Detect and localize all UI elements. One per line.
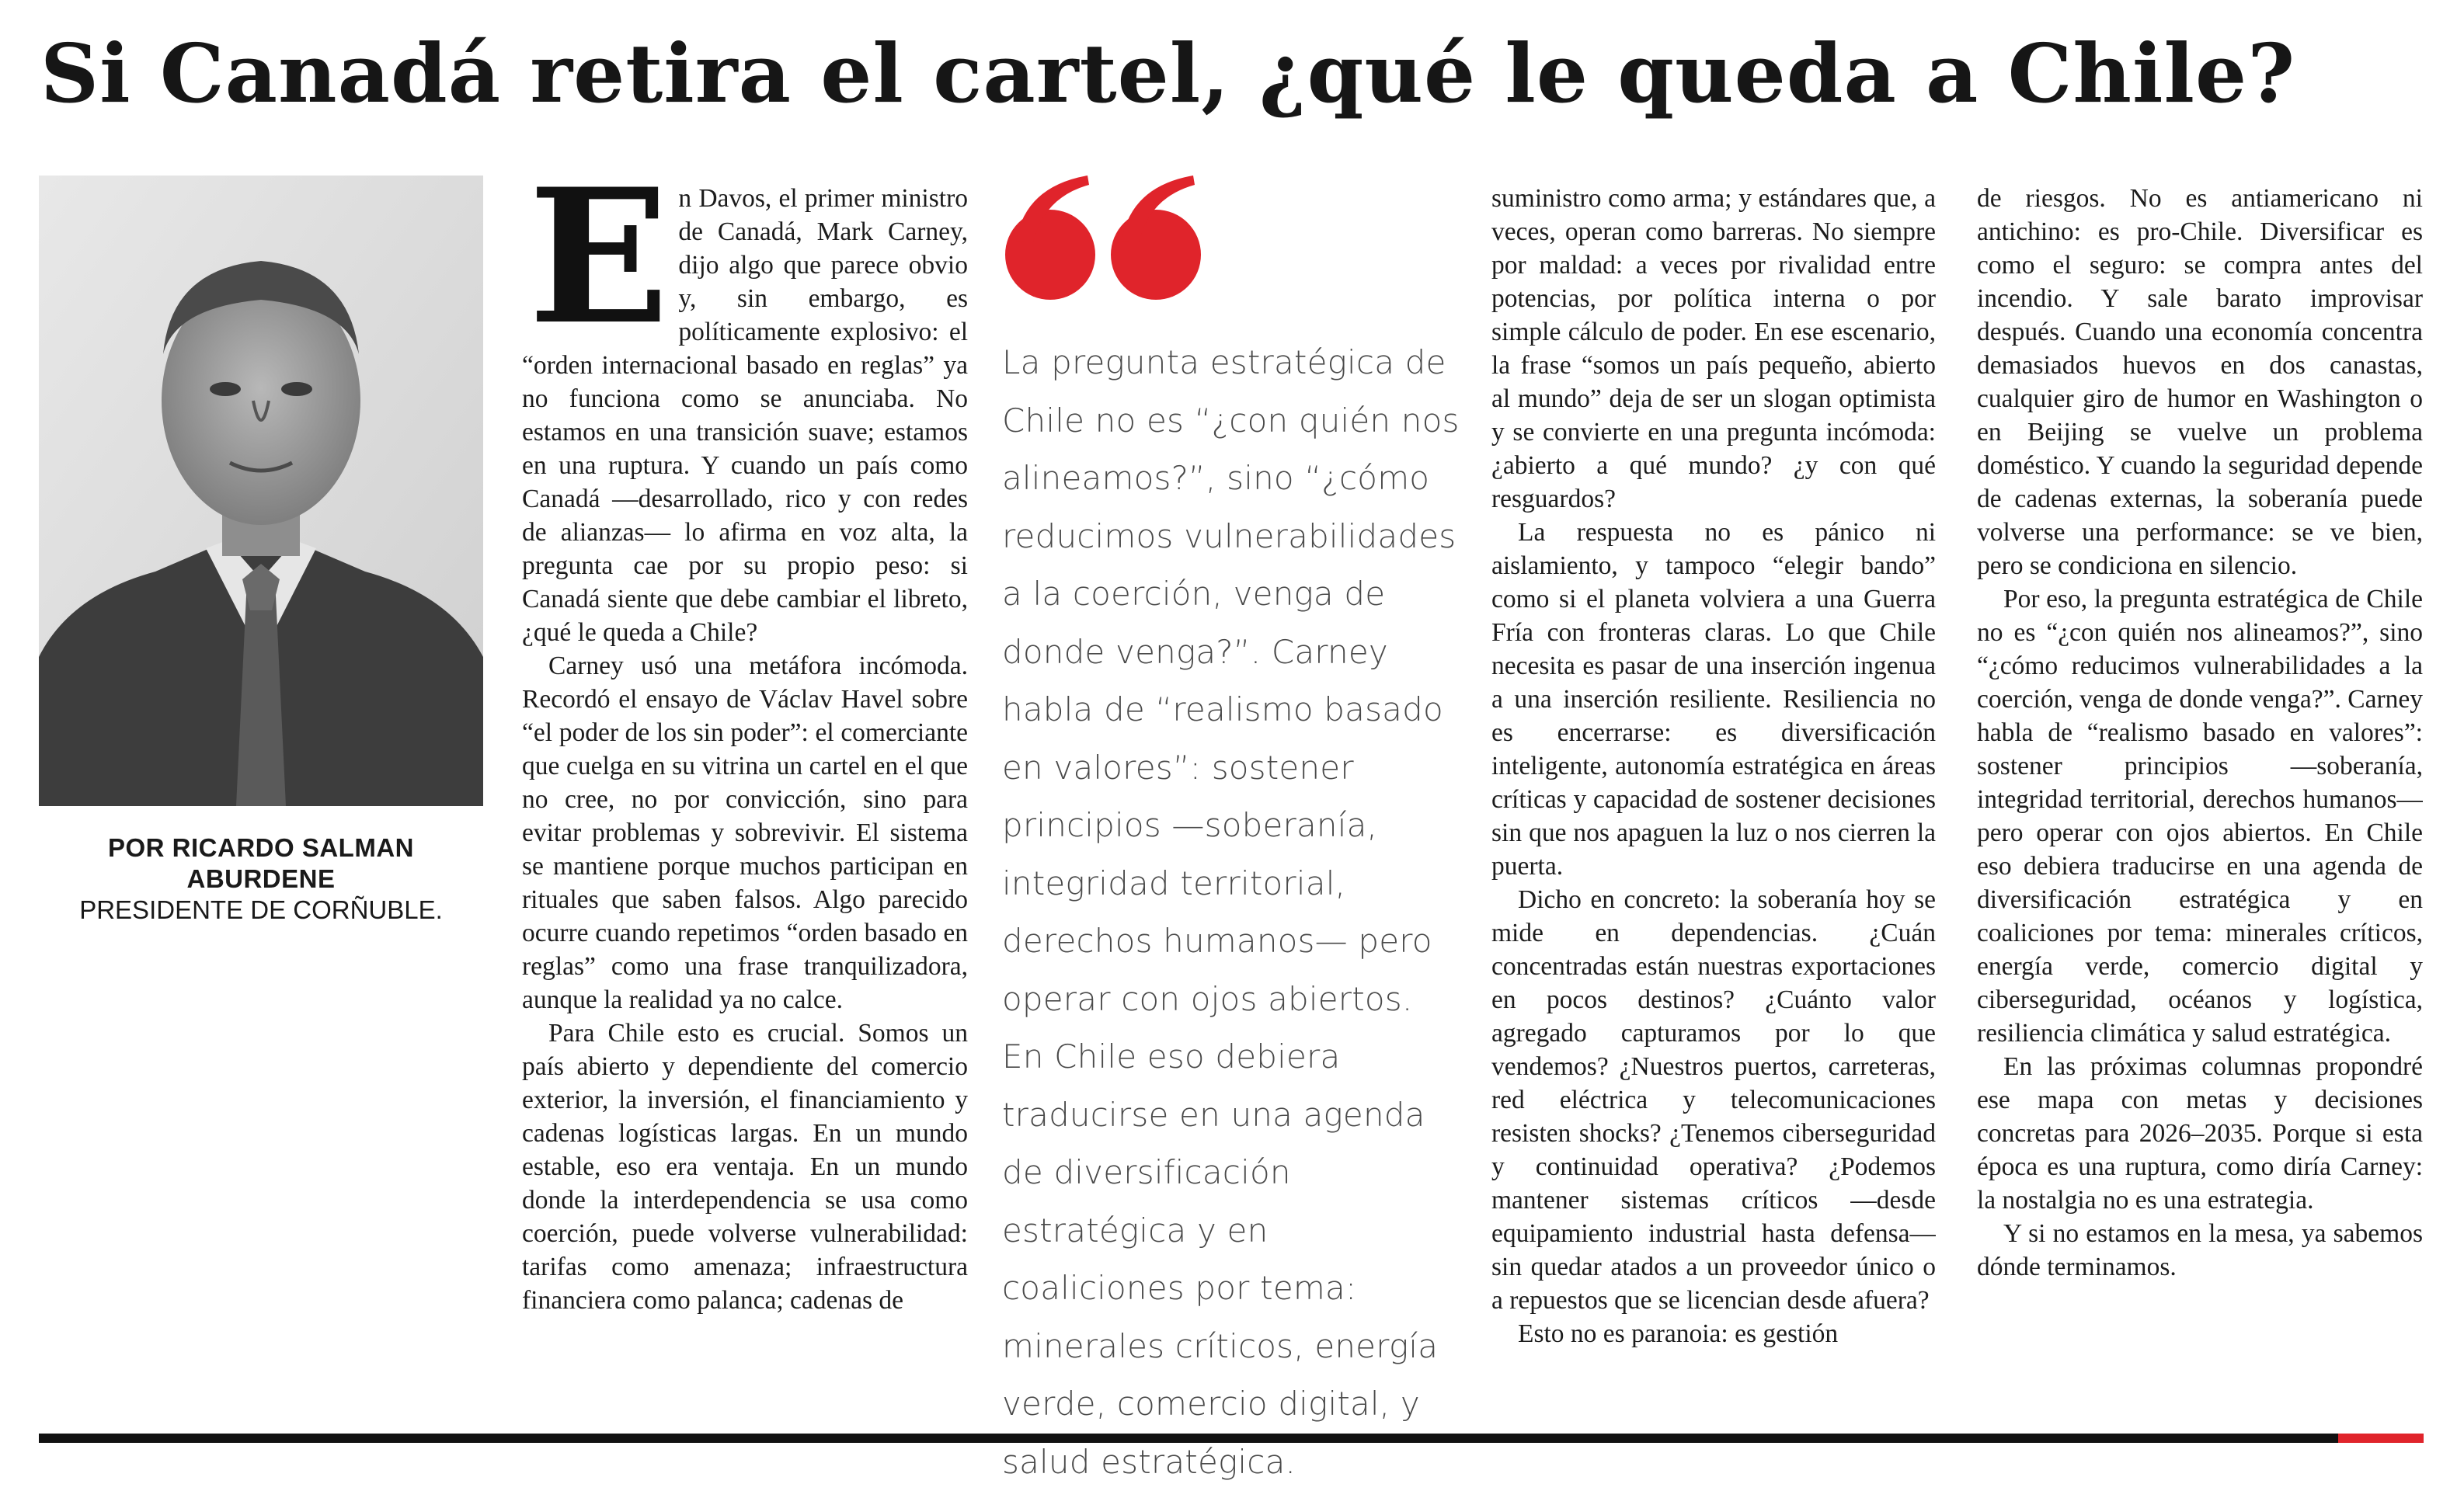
pull-quote-text: La pregunta estratégica de Chile no es “¿con quién nos alineamos?”, sino “¿cómo reducimos vulnerabilidades a la coerción, venga de donde venga?”. Carney habla de “realismo basado en valores”: sostener principios —soberanía, integridad territorial, derechos humanos— pero operar con ojos abiertos. En Chile eso debiera traducirse en una agenda de diversificación estratégica y en coaliciones por tema: minerales críticos, energía verde, comercio digital, y salud estratégica. — [1002, 343, 1460, 1481]
dropcap: E — [528, 182, 670, 366]
author-portrait-icon — [39, 176, 483, 806]
paragraph: suministro como arma; y estándares que, a veces, operan como barreras. No siempre por maldad: a veces por rivalidad entre potencias, por política interna o por simple cálculo de poder. En ese escenario, la frase “somos un país pequeño, abierto al mundo” deja de ser un slogan optimista y se convierte en una pregunta incómoda: ¿abierto a qué mundo? ¿y con qué resguardos? — [1491, 184, 1936, 513]
byline — [39, 832, 483, 926]
pull-quote — [1002, 171, 1460, 1481]
paragraph: En las próximas columnas propondré ese mapa con metas y decisiones concretas para 2026–2035. Porque si esta época es una ruptura, como diría Carney: la nostalgia no es una estrategia. — [1977, 1052, 2423, 1215]
paragraph: Por eso, la pregunta estratégica de Chile no es “¿con quién nos alineamos?”, sino “¿cómo reducimos vulnerabilidades a la coerción, venga de donde venga?”. Carney habla de “realismo basado en valores”: sostener principios —soberanía, integridad territorial, derechos humanos— pero operar con ojos abiertos. En Chile eso debiera traducirse en una agenda de diversificación estratégica y en coaliciones por tema: minerales críticos, energía verde, comercio digital y ciberseguridad, océanos y logística, resiliencia climática y salud estratégica. — [1977, 585, 2423, 1048]
article-column-3 — [1491, 182, 1936, 1416]
paragraph: Y si no estamos en la mesa, ya sabemos dónde terminamos. — [1977, 1219, 2423, 1281]
quote-mark-icon — [1002, 171, 1212, 303]
paragraph — [522, 182, 968, 649]
author-role: PRESIDENTE DE CORÑUBLE. — [79, 895, 443, 924]
article-column-1 — [522, 182, 968, 1416]
paragraph: de riesgos. No es antiamericano ni antichino: es pro-Chile. Diversificar es como el seguro: se compra antes del incendio. Y sale barato improvisar después. Cuando una economía concentra demasiados huevos en dos canastas, cualquier giro de humor en Washington o en Beijing se vuelve un problema doméstico. Y cuando la seguridad depende de cadenas externas, la soberanía puede volverse una performance: se ve bien, pero se condiciona en silencio. — [1977, 184, 2423, 580]
paragraph: La respuesta no es pánico ni aislamiento, y tampoco “elegir bando” como si el planeta volviera a una Guerra Fría con fronteras claras. Lo que Chile necesita es pasar de una inserción ingenua a una inserción resiliente. Resiliencia no es encerrarse: es diversificación inteligente, autonomía estratégica en áreas críticas y capacidad de sostener decisiones sin que nos apaguen la luz o nos cierren la puerta. — [1491, 518, 1936, 881]
paragraph-text: n Davos, el primer ministro de Canadá, Mark Carney, dijo algo que parece obvio y, sin embargo, es políticamente explosivo: el “orden internacional basado en reglas” ya no funciona como se anunciaba. No estamos en una transición suave; estamos en una ruptura. Y cuando un país como Canadá —desarrollado, rico y con redes de alianzas— lo afirma en voz alta, la pregunta cae por su propio peso: si Canadá siente que debe cambiar el libreto, ¿qué le queda a Chile? — [522, 184, 968, 647]
paragraph: Carney usó una metáfora incómoda. Recordó el ensayo de Václav Havel sobre “el poder de los sin poder”: el comerciante que cuelga en su vitrina un cartel en el que no cree, no por convicción, sino para evitar problemas y sobrevivir. El sistema se mantiene porque muchos participan en rituales que saben falsos. Algo parecido ocurre cuando repetimos “orden basado en reglas” como una frase tranquilizadora, aunque la realidad ya no calce. — [522, 652, 968, 1014]
article-column-4 — [1977, 182, 2423, 1416]
paragraph: Para Chile esto es crucial. Somos un país abierto y dependiente del comercio exterior, la inversión, el financiamiento y cadenas logísticas largas. En un mundo estable, eso era ventaja. En un mundo donde la interdependencia se usa como coerción, puede volverse vulnerabilidad: tarifas como amenaza; infraestructura financiera como palanca; cadenas de — [522, 1019, 968, 1315]
headline: Si Canadá retira el cartel, ¿qué le queda a Chile? — [40, 26, 2296, 121]
paragraph: Esto no es paranoia: es gestión — [1518, 1319, 1839, 1348]
bottom-accent-bar — [2338, 1434, 2424, 1443]
paragraph: Dicho en concreto: la soberanía hoy se mide en dependencias. ¿Cuán concentradas están nuestras exportaciones en pocos destinos? ¿Cuánto valor agregado capturamos por lo que vendemos? ¿Nuestros puertos, carreteras, red eléctrica y telecomunicaciones resisten shocks? ¿Tenemos ciberseguridad y continuidad operativa? ¿Podemos mantener sistemas críticos —desde equipamiento industrial hasta defensa— sin quedar atados a un proveedor único o a repuestos que se licencian desde afuera? — [1491, 885, 1936, 1315]
author-name: POR RICARDO SALMAN ABURDENE — [108, 833, 414, 893]
bottom-rule — [39, 1434, 2338, 1443]
author-photo — [39, 176, 483, 806]
